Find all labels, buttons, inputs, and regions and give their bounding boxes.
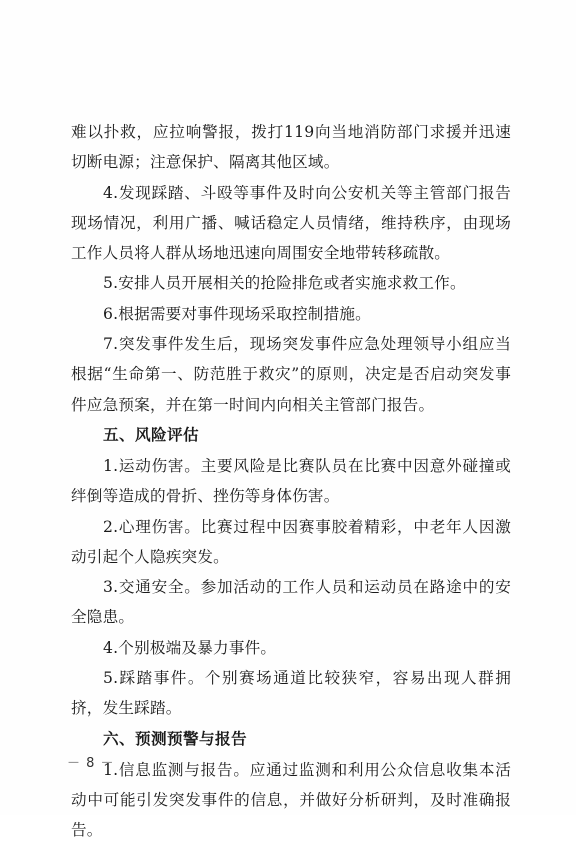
section5-item-3: 3.交通安全。参加活动的工作人员和运动员在路途中的安全隐患。 [71, 578, 511, 627]
section6-heading: 六、预测预警与报告 [103, 729, 247, 748]
section4-item-7: 7.突发事件发生后，现场突发事件应急处理领导小组应当根据“生命第一、防范胜于救灾”的原则，决定是否启动突发事件应急预案，并在第一时间内向相关主管部门报告。 [71, 335, 511, 414]
continuation-paragraph: 难以扑救，应拉响警报，拨打119向当地消防部门求援并迅速切断电源；注意保护、隔离其他区域。 [71, 123, 511, 172]
section6-item-1: 1.信息监测与报告。应通过监测和利用公众信息收集本活动中可能引发突发事件的信息，并做好分析研判，及时准确报告。 [71, 760, 511, 840]
section5-heading: 五、风险评估 [103, 425, 199, 444]
section4-item-5: 5.安排人员开展相关的抢险排危或者实施求救工作。 [103, 274, 466, 293]
page-number: － 8 － [67, 756, 115, 771]
section5-item-2: 2.心理伤害。比赛过程中因赛事胶着精彩，中老年人因激动引起个人隐疾突发。 [71, 517, 511, 566]
section4-item-4: 4.发现踩踏、斗殴等事件及时向公安机关等主管部门报告现场情况，利用广播、喊话稳定人员情绪，维持秩序，由现场工作人员将人群从场地迅速向周围安全地带转移疏散。 [71, 183, 511, 263]
section4-item-6: 6.根据需要对事件现场采取控制措施。 [103, 304, 371, 323]
document-body [71, 117, 511, 846]
section5-item-4: 4.个别极端及暴力事件。 [103, 638, 277, 657]
section5-item-1: 1.运动伤害。主要风险是比赛队员在比赛中因意外碰撞或绊倒等造成的骨折、挫伤等身体伤害。 [71, 456, 511, 506]
section5-item-5: 5.踩踏事件。个别赛场通道比较狭窄，容易出现人群拥挤，发生踩踏。 [71, 669, 511, 718]
